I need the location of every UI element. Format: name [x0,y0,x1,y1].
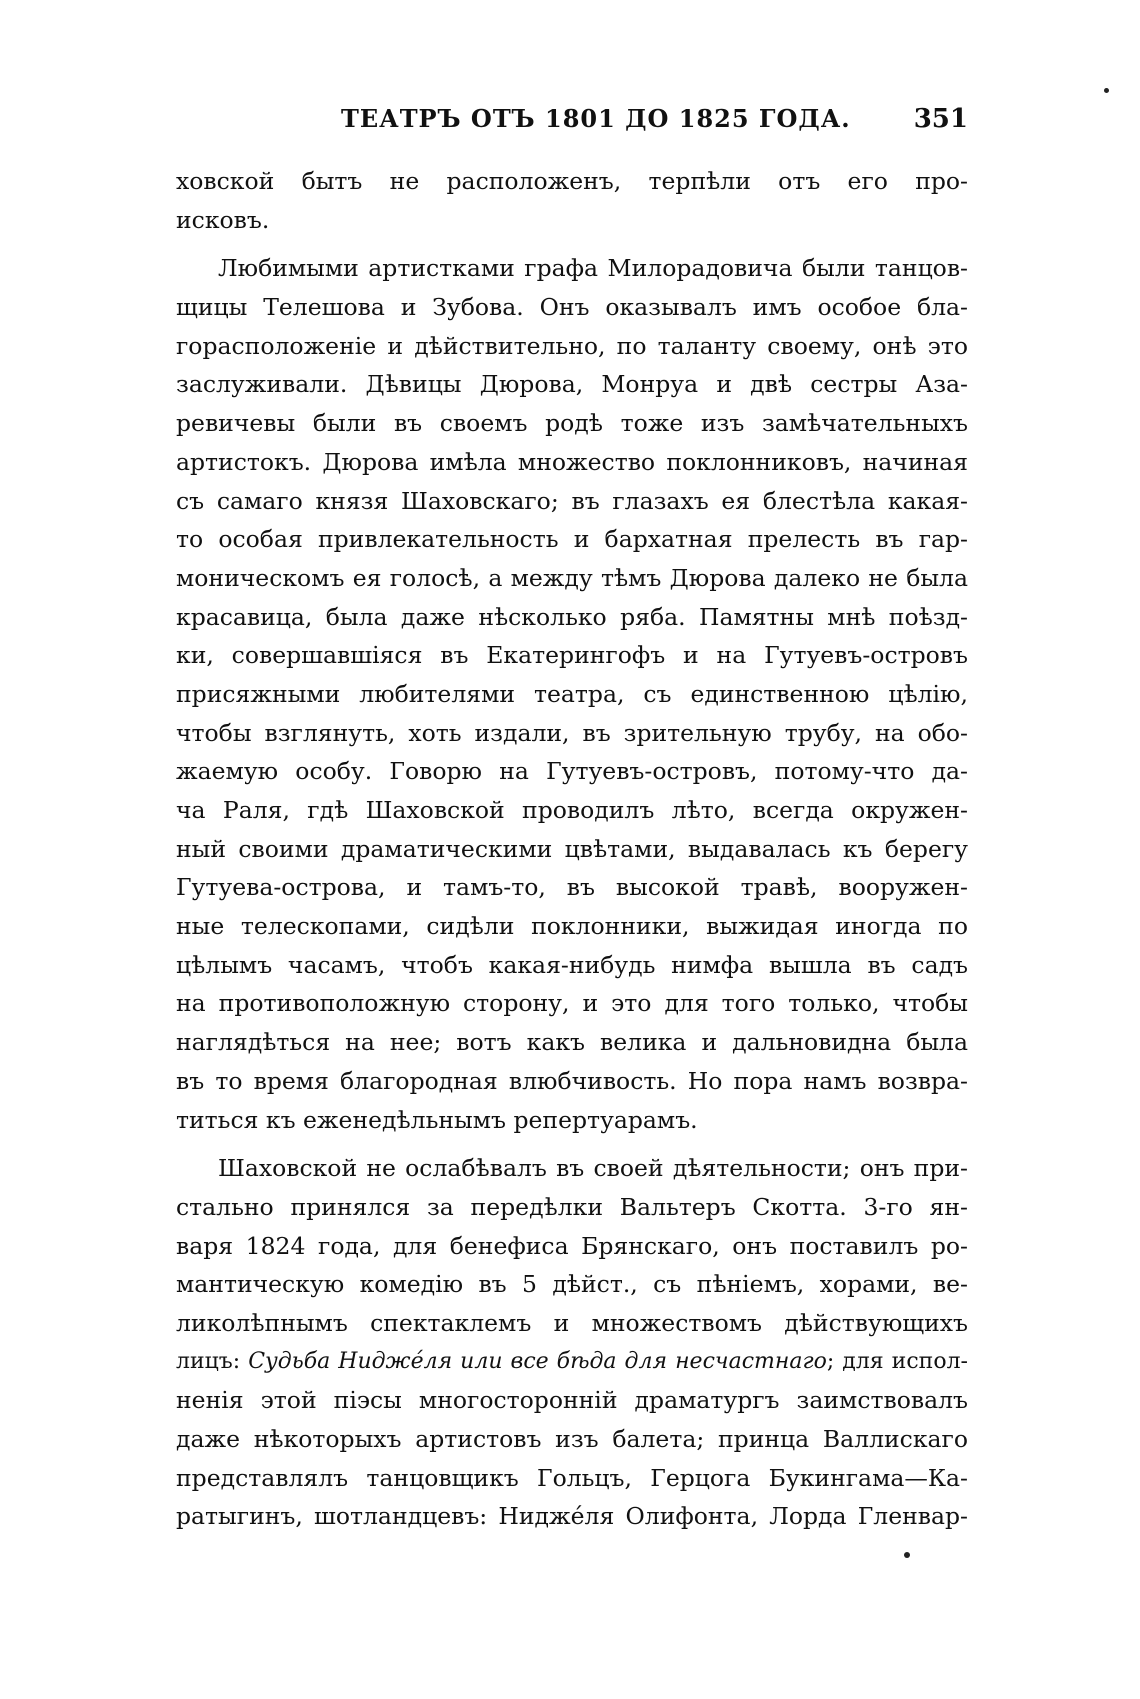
text-line: съ самаго князя Шаховскаго; въ глазахъ ея блестѣла какая- [176,486,968,515]
text-line: чтобы взглянуть, хоть издали, въ зрительную трубу, на обо- [176,718,968,747]
text-line: наглядѣться на нее; вотъ какъ велика и дальновидна была [176,1028,968,1057]
speck [904,1552,910,1558]
text-line-with-title [176,1343,968,1382]
text-line: то особая привлекательность и бархатная прелесть въ гар- [176,525,968,554]
text-line: на противоположную сторону, и это для того только, чтобы [176,989,968,1018]
page-number: 351 [913,104,968,134]
text-line: цѣлымъ часамъ, чтобъ какая-нибудь нимфа вышла въ садъ [176,950,968,979]
text-line: ховской бытъ не расположенъ, терпѣли отъ его про- [176,167,968,195]
text-line: Шаховской не ослабѣвалъ въ своей дѣятельности; онъ при- [218,1154,968,1183]
text-line: щицы Телешова и Зубова. Онъ оказывалъ имъ особое бла- [176,293,968,322]
text-line: ревичевы были въ своемъ родѣ тоже изъ замѣчательныхъ [176,409,968,438]
text-line: артистокъ. Дюрова имѣла множество поклонниковъ, начиная [176,447,968,476]
page-header [176,104,968,144]
paragraph-3 [176,1149,968,1536]
text-line: представлялъ танцовщикъ Гольцъ, Герцога Букингама—Ка- [176,1463,968,1492]
text-line: заслуживали. Дѣвицы Дюрова, Монруа и двѣ сестры Аза- [176,370,968,399]
text-line: даже нѣкоторыхъ артистовъ изъ балета; принца Валлискаго [176,1425,968,1453]
running-title: ТЕАТРЪ ОТЪ 1801 ДО 1825 ГОДА. [341,104,851,133]
text-line: ки, совершавшіяся въ Екатерингофъ и на Гутуевъ-островъ [176,641,968,670]
text-line: исковъ. [176,205,270,234]
text-line: мантическую комедію въ 5 дѣйст., съ пѣніемъ, хорами, ве- [176,1270,968,1299]
line-prefix: лицъ: [176,1348,249,1374]
text-line: красавица, была даже нѣсколько ряба. Памятны мнѣ поѣзд- [176,602,968,631]
speck [1104,88,1109,93]
text-line: ные телескопами, сидѣли поклонники, выжидая иногда по [176,912,968,941]
text-line: присяжными любителями театра, съ единственною цѣлію, [176,679,968,708]
text-line: горасположеніе и дѣйствительно, по таланту своему, онѣ это [176,331,968,360]
text-line: Любимыми артистками графа Милорадовича были танцов- [218,254,968,283]
line-suffix: ; для испол- [826,1348,968,1374]
text-line: моническомъ ея голосѣ, а между тѣмъ Дюрова далеко не была [176,563,968,592]
text-line: ча Раля, гдѣ Шаховской проводилъ лѣто, всегда окружен- [176,796,968,824]
text-line: Гутуева-острова, и тамъ-то, въ высокой травѣ, вооружен- [176,873,968,902]
text-line: жаемую особу. Говорю на Гутуевъ-островъ, потому-что да- [176,757,968,786]
paragraph-2 [176,249,968,1139]
text-line: ликолѣпнымъ спектаклемъ и множествомъ дѣйствующихъ [176,1308,968,1337]
body-text [176,162,968,1536]
text-line: титься къ еженедѣльнымъ репертуарамъ. [176,1105,698,1134]
paragraph-1 [176,162,968,239]
text-line: ратыгинъ, шотландцевъ: Нидже́ля Олифонта, Лорда Гленвар- [176,1502,968,1531]
text-line: ненія этой піэсы многосторонній драматургъ заимствовалъ [176,1386,968,1415]
text-line: варя 1824 года, для бенефиса Брянскаго, онъ поставилъ ро- [176,1231,968,1260]
text-line: стально принялся за передѣлки Вальтеръ Скотта. 3-го ян- [176,1192,968,1221]
text-line: ный своими драматическими цвѣтами, выдавалась къ берегу [176,834,968,863]
text-line: въ то время благородная влюбчивость. Но пора намъ возвра- [176,1066,968,1095]
play-title: Судьба Нидже́ля или все бѣда для несчастнаго [248,1348,827,1374]
